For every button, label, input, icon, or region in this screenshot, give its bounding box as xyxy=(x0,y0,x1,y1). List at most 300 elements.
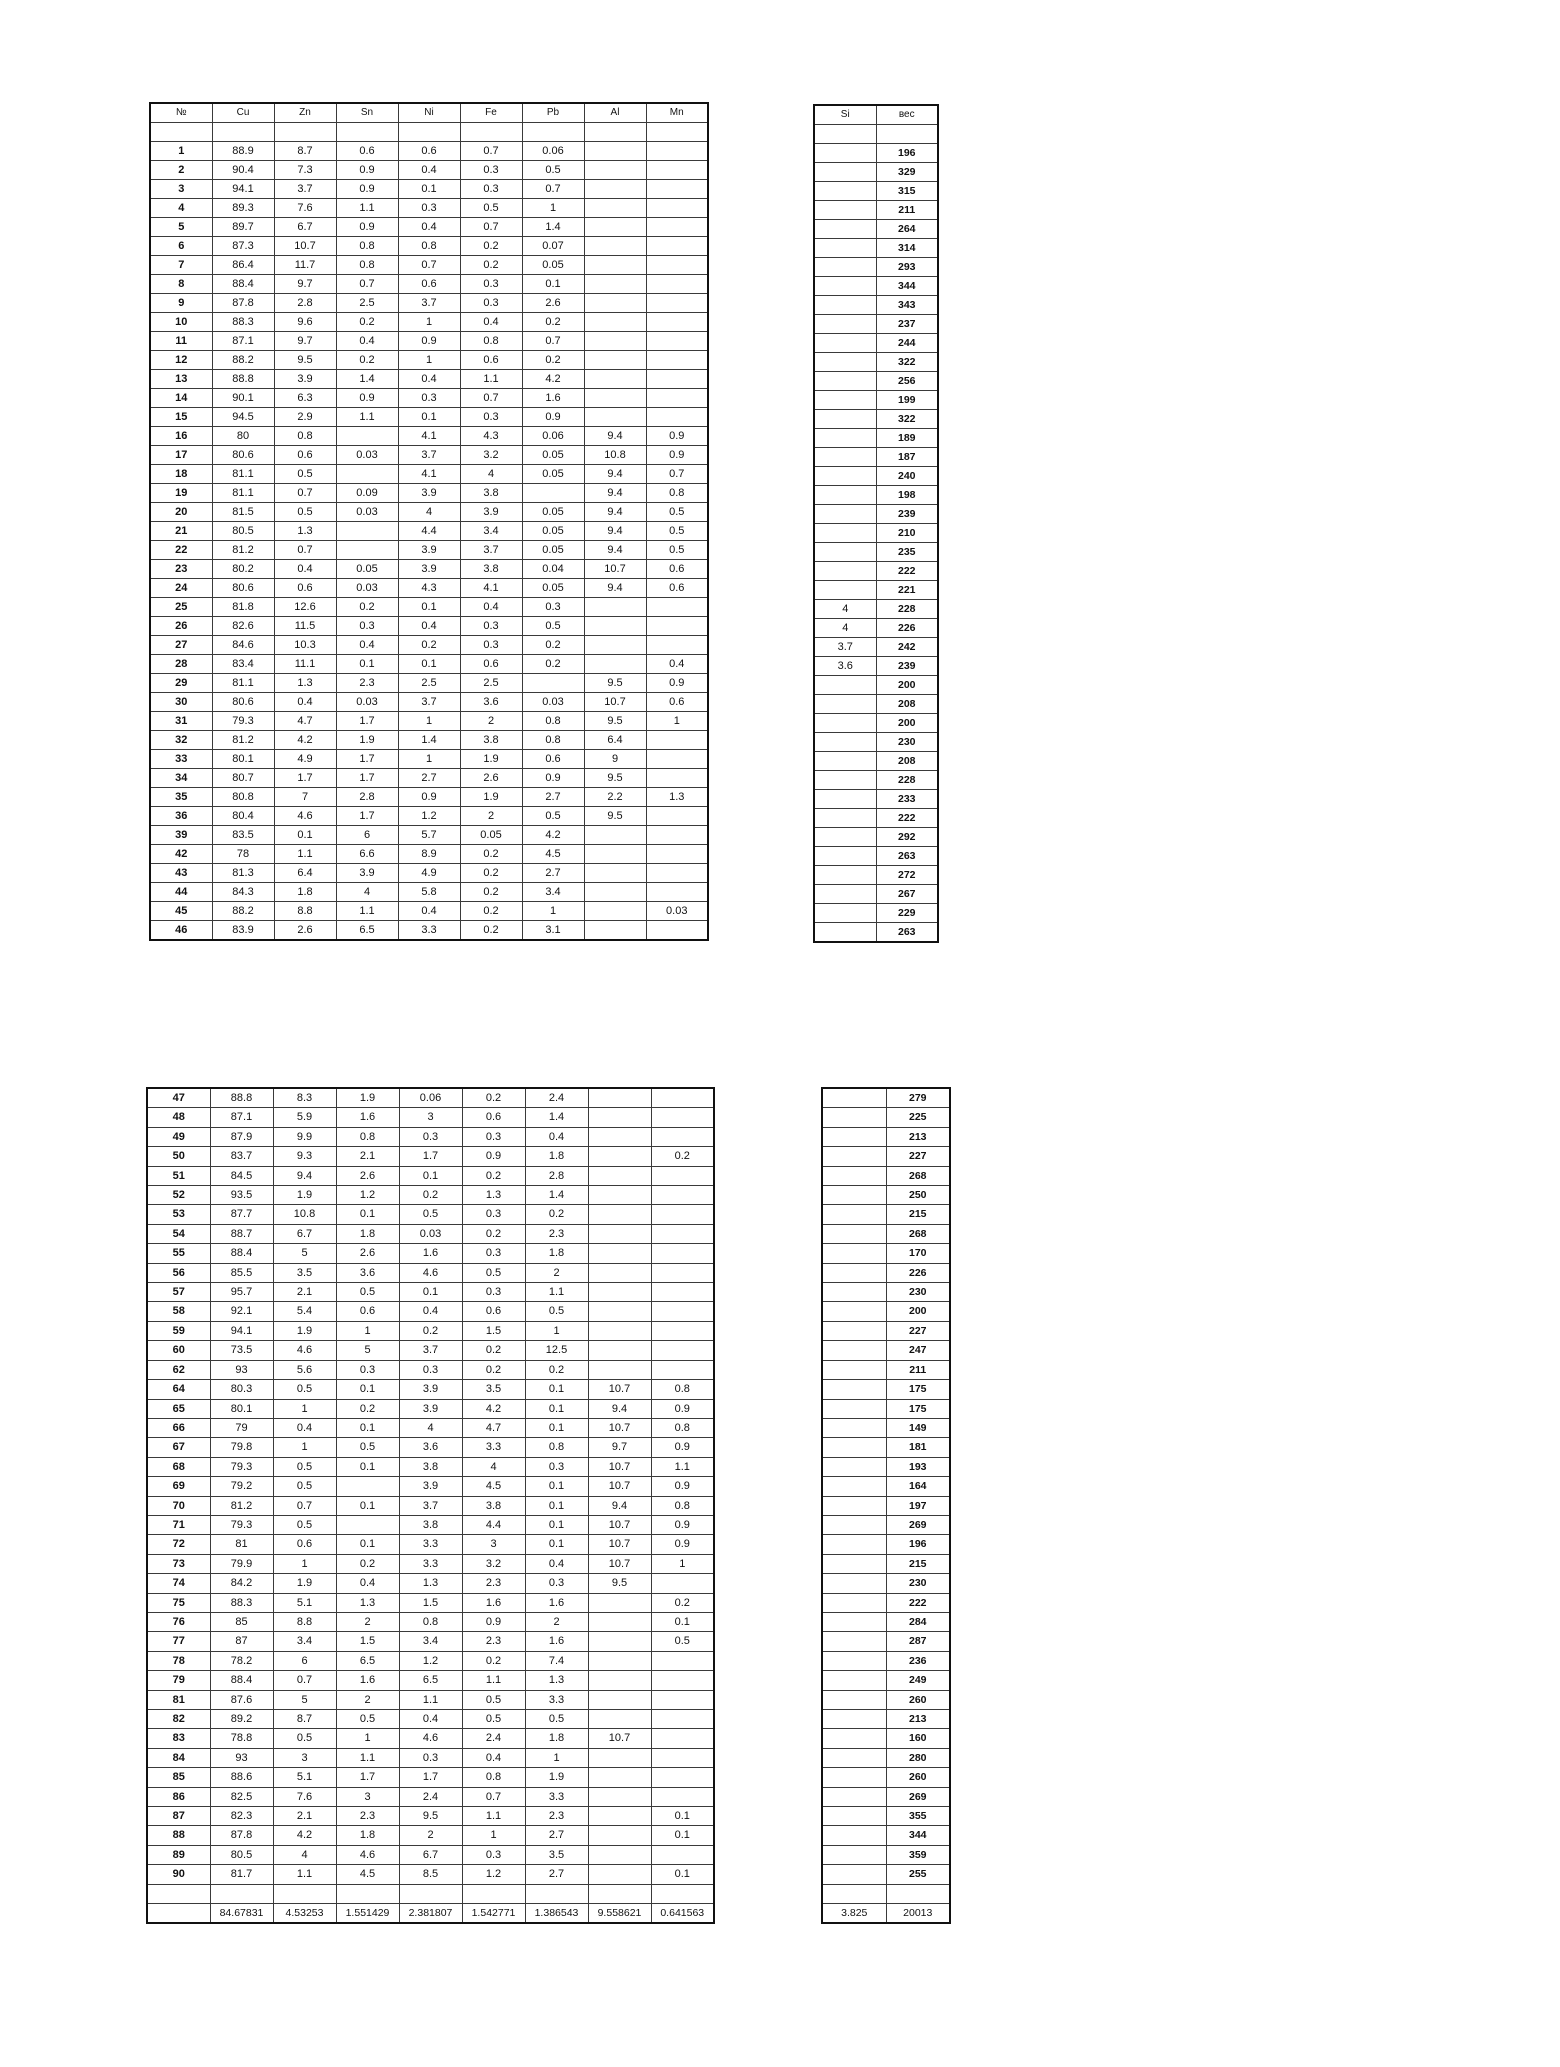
value-cell: 2 xyxy=(399,1826,462,1845)
weight-cell: 263 xyxy=(876,847,938,866)
value-cell: 0.5 xyxy=(274,503,336,522)
value-cell: 88.8 xyxy=(210,1088,273,1108)
value-cell: 82.6 xyxy=(212,617,274,636)
row-number: 22 xyxy=(150,541,212,560)
table-row xyxy=(147,1807,714,1826)
weight-cell: 213 xyxy=(886,1127,950,1146)
value-cell: 0.5 xyxy=(522,617,584,636)
value-cell xyxy=(588,1690,651,1709)
value-cell: 0.1 xyxy=(525,1496,588,1515)
value-cell: 0.7 xyxy=(398,256,460,275)
weight-cell: 242 xyxy=(876,638,938,657)
value-cell: 0.5 xyxy=(646,522,708,541)
si-cell xyxy=(822,1244,886,1263)
weight-cell: 355 xyxy=(886,1807,950,1826)
weight-cell: 329 xyxy=(876,163,938,182)
row-number: 69 xyxy=(147,1477,210,1496)
value-cell: 11.5 xyxy=(274,617,336,636)
value-cell: 0.05 xyxy=(522,446,584,465)
value-cell: 1.3 xyxy=(525,1671,588,1690)
table-row xyxy=(150,674,708,693)
weight-cell: 359 xyxy=(886,1845,950,1864)
value-cell: 0.5 xyxy=(646,503,708,522)
value-cell: 6.5 xyxy=(399,1671,462,1690)
value-cell: 0.3 xyxy=(462,1845,525,1864)
value-cell: 0.4 xyxy=(398,617,460,636)
value-cell: 10.8 xyxy=(584,446,646,465)
si-cell xyxy=(814,847,876,866)
value-cell xyxy=(588,1807,651,1826)
value-cell: 3.3 xyxy=(525,1787,588,1806)
value-cell: 3.3 xyxy=(525,1690,588,1709)
row-number: 13 xyxy=(150,370,212,389)
value-cell: 9.3 xyxy=(273,1147,336,1166)
value-cell: 81.7 xyxy=(210,1865,273,1884)
value-cell: 5.1 xyxy=(273,1768,336,1787)
table-row xyxy=(814,562,938,581)
value-cell: 79.9 xyxy=(210,1554,273,1573)
row-number: 49 xyxy=(147,1127,210,1146)
value-cell: 1.8 xyxy=(525,1244,588,1263)
value-cell: 0.3 xyxy=(462,1127,525,1146)
value-cell: 0.6 xyxy=(462,1108,525,1127)
value-cell: 4 xyxy=(399,1418,462,1437)
row-number: 26 xyxy=(150,617,212,636)
value-cell xyxy=(588,1283,651,1302)
value-cell: 3.8 xyxy=(460,484,522,503)
value-cell: 1.4 xyxy=(525,1186,588,1205)
value-cell: 6 xyxy=(336,826,398,845)
value-cell: 10.7 xyxy=(588,1535,651,1554)
empty-cell xyxy=(212,123,274,142)
value-cell: 0.03 xyxy=(336,446,398,465)
row-number: 87 xyxy=(147,1807,210,1826)
value-cell: 7.4 xyxy=(525,1651,588,1670)
value-cell: 4.5 xyxy=(522,845,584,864)
table-row xyxy=(814,809,938,828)
value-cell xyxy=(588,1845,651,1864)
value-cell: 3.5 xyxy=(462,1380,525,1399)
value-cell: 0.3 xyxy=(460,408,522,427)
value-cell: 2.3 xyxy=(336,674,398,693)
value-cell: 0.3 xyxy=(460,294,522,313)
value-cell: 2.6 xyxy=(336,1166,399,1185)
weight-cell: 175 xyxy=(886,1380,950,1399)
value-cell: 0.8 xyxy=(525,1438,588,1457)
value-cell: 4.3 xyxy=(460,427,522,446)
si-cell xyxy=(814,809,876,828)
si-cell xyxy=(822,1321,886,1340)
weight-cell: 260 xyxy=(886,1690,950,1709)
value-cell xyxy=(651,1127,714,1146)
value-cell: 78.8 xyxy=(210,1729,273,1748)
value-cell: 88.8 xyxy=(212,370,274,389)
si-cell xyxy=(814,904,876,923)
value-cell: 4.6 xyxy=(274,807,336,826)
value-cell xyxy=(584,161,646,180)
si-cell xyxy=(814,201,876,220)
value-cell: 0.06 xyxy=(522,142,584,161)
value-cell: 2.7 xyxy=(525,1865,588,1884)
row-number: 79 xyxy=(147,1671,210,1690)
value-cell xyxy=(646,864,708,883)
weight-cell: 213 xyxy=(886,1710,950,1729)
value-cell: 0.2 xyxy=(462,1341,525,1360)
value-cell: 0.03 xyxy=(336,579,398,598)
value-cell: 0.6 xyxy=(462,1302,525,1321)
value-cell: 0.2 xyxy=(399,1186,462,1205)
si-cell xyxy=(822,1632,886,1651)
table-row xyxy=(147,1224,714,1243)
si-cell xyxy=(814,505,876,524)
value-cell: 0.8 xyxy=(646,484,708,503)
empty-cell xyxy=(398,123,460,142)
value-cell: 0.5 xyxy=(460,199,522,218)
value-cell: 0.6 xyxy=(273,1535,336,1554)
value-cell: 2.6 xyxy=(336,1244,399,1263)
value-cell: 88.4 xyxy=(210,1671,273,1690)
table-row xyxy=(822,1787,950,1806)
si-cell xyxy=(814,923,876,943)
value-cell: 1.3 xyxy=(336,1593,399,1612)
row-number: 31 xyxy=(150,712,212,731)
empty-cell xyxy=(147,1884,210,1903)
value-cell xyxy=(584,864,646,883)
value-cell: 2.6 xyxy=(522,294,584,313)
value-cell: 0.1 xyxy=(336,1380,399,1399)
value-cell xyxy=(646,921,708,941)
value-cell xyxy=(651,1263,714,1282)
value-cell: 0.1 xyxy=(651,1807,714,1826)
table-row xyxy=(147,1186,714,1205)
table-row xyxy=(150,256,708,275)
weight-cell: 239 xyxy=(876,505,938,524)
value-cell: 80.1 xyxy=(212,750,274,769)
value-cell: 0.5 xyxy=(399,1205,462,1224)
weight-cell: 160 xyxy=(886,1729,950,1748)
value-cell: 88.6 xyxy=(210,1768,273,1787)
value-cell: 4.4 xyxy=(462,1515,525,1534)
table-row xyxy=(150,427,708,446)
value-cell xyxy=(651,1205,714,1224)
value-cell: 0.2 xyxy=(460,921,522,941)
table-row xyxy=(814,448,938,467)
value-cell: 80.7 xyxy=(212,769,274,788)
value-cell: 9.4 xyxy=(588,1399,651,1418)
value-cell: 0.2 xyxy=(460,902,522,921)
row-number: 11 xyxy=(150,332,212,351)
value-cell: 1.4 xyxy=(398,731,460,750)
value-cell: 81.1 xyxy=(212,484,274,503)
value-cell xyxy=(588,1224,651,1243)
value-cell: 1 xyxy=(398,712,460,731)
value-cell: 9.4 xyxy=(588,1496,651,1515)
si-cell xyxy=(822,1360,886,1379)
value-cell: 4.1 xyxy=(460,579,522,598)
average-cell: 0.641563 xyxy=(651,1904,714,1924)
table-row xyxy=(150,294,708,313)
row-number: 34 xyxy=(150,769,212,788)
table-row xyxy=(147,1418,714,1437)
value-cell: 3.5 xyxy=(525,1845,588,1864)
value-cell: 0.4 xyxy=(336,1574,399,1593)
table-row xyxy=(814,239,938,258)
value-cell: 0.9 xyxy=(651,1535,714,1554)
value-cell: 0.2 xyxy=(460,237,522,256)
value-cell: 2 xyxy=(460,712,522,731)
value-cell: 0.6 xyxy=(646,693,708,712)
value-cell: 2 xyxy=(336,1612,399,1631)
row-number: 60 xyxy=(147,1341,210,1360)
value-cell: 93 xyxy=(210,1748,273,1767)
value-cell: 80.4 xyxy=(212,807,274,826)
table-row xyxy=(814,600,938,619)
value-cell: 5 xyxy=(336,1341,399,1360)
value-cell: 87.7 xyxy=(210,1205,273,1224)
average-cell: 9.558621 xyxy=(588,1904,651,1924)
table-row xyxy=(822,1807,950,1826)
value-cell: 1.9 xyxy=(460,750,522,769)
value-cell xyxy=(584,617,646,636)
row-number: 16 xyxy=(150,427,212,446)
value-cell: 78 xyxy=(212,845,274,864)
table-row xyxy=(814,258,938,277)
table-row xyxy=(150,199,708,218)
value-cell: 0.8 xyxy=(651,1418,714,1437)
value-cell: 0.1 xyxy=(525,1535,588,1554)
value-cell: 0.4 xyxy=(460,313,522,332)
value-cell: 0.7 xyxy=(522,332,584,351)
value-cell: 81.1 xyxy=(212,465,274,484)
table-row xyxy=(822,1632,950,1651)
average-cell: 1.551429 xyxy=(336,1904,399,1924)
value-cell: 83.7 xyxy=(210,1147,273,1166)
row-number: 86 xyxy=(147,1787,210,1806)
value-cell: 0.5 xyxy=(336,1438,399,1457)
value-cell: 1.2 xyxy=(399,1651,462,1670)
value-cell: 3.7 xyxy=(399,1496,462,1515)
table-row xyxy=(814,771,938,790)
value-cell: 2.1 xyxy=(273,1807,336,1826)
value-cell: 0.6 xyxy=(460,655,522,674)
value-cell: 0.9 xyxy=(646,427,708,446)
table-row xyxy=(147,1321,714,1340)
value-cell: 0.3 xyxy=(462,1283,525,1302)
value-cell: 0.05 xyxy=(522,541,584,560)
value-cell xyxy=(651,1729,714,1748)
value-cell: 0.5 xyxy=(462,1263,525,1282)
value-cell: 0.3 xyxy=(460,161,522,180)
value-cell: 0.2 xyxy=(651,1593,714,1612)
value-cell xyxy=(336,465,398,484)
value-cell: 80.6 xyxy=(212,693,274,712)
empty-cell xyxy=(273,1884,336,1903)
value-cell: 0.1 xyxy=(398,408,460,427)
weight-cell: 227 xyxy=(886,1147,950,1166)
table-row xyxy=(147,1127,714,1146)
value-cell: 0.6 xyxy=(336,1302,399,1321)
value-cell: 86.4 xyxy=(212,256,274,275)
si-cell xyxy=(814,790,876,809)
value-cell: 1.3 xyxy=(274,522,336,541)
table-row xyxy=(822,1554,950,1573)
row-number: 66 xyxy=(147,1418,210,1437)
weight-cell: 260 xyxy=(886,1768,950,1787)
value-cell: 0.9 xyxy=(651,1515,714,1534)
table-row xyxy=(150,864,708,883)
totals-row xyxy=(147,1904,714,1924)
value-cell xyxy=(588,1632,651,1651)
table-row xyxy=(147,1671,714,1690)
table-row xyxy=(147,1826,714,1845)
value-cell: 1.8 xyxy=(274,883,336,902)
value-cell: 8.3 xyxy=(273,1088,336,1108)
table-row xyxy=(150,465,708,484)
value-cell: 73.5 xyxy=(210,1341,273,1360)
si-cell xyxy=(814,258,876,277)
value-cell: 0.6 xyxy=(336,142,398,161)
table-row xyxy=(822,1612,950,1631)
value-cell: 0.3 xyxy=(462,1244,525,1263)
table-row xyxy=(822,1438,950,1457)
table-row xyxy=(150,218,708,237)
weight-cell: 230 xyxy=(886,1283,950,1302)
value-cell: 3.7 xyxy=(460,541,522,560)
value-cell: 89.7 xyxy=(212,218,274,237)
value-cell: 10.7 xyxy=(588,1418,651,1437)
weight-cell: 193 xyxy=(886,1457,950,1476)
value-cell: 3.3 xyxy=(399,1535,462,1554)
table-row xyxy=(814,391,938,410)
weight-cell: 211 xyxy=(876,201,938,220)
value-cell: 4.5 xyxy=(336,1865,399,1884)
weight-cell: 222 xyxy=(876,562,938,581)
value-cell: 1.6 xyxy=(522,389,584,408)
value-cell: 10.7 xyxy=(588,1380,651,1399)
value-cell: 0.06 xyxy=(399,1088,462,1108)
column-header: Cu xyxy=(212,103,274,123)
si-cell xyxy=(822,1554,886,1573)
row-number: 10 xyxy=(150,313,212,332)
value-cell: 3.1 xyxy=(522,921,584,941)
table-row xyxy=(814,790,938,809)
value-cell: 1.4 xyxy=(522,218,584,237)
spacer-row xyxy=(814,125,938,144)
value-cell xyxy=(651,1341,714,1360)
value-cell: 0.1 xyxy=(336,1496,399,1515)
value-cell: 2.7 xyxy=(522,864,584,883)
table-row xyxy=(150,351,708,370)
value-cell: 2 xyxy=(525,1263,588,1282)
spacer-row xyxy=(822,1884,950,1903)
value-cell: 2.8 xyxy=(336,788,398,807)
value-cell: 2.7 xyxy=(522,788,584,807)
value-cell xyxy=(651,1690,714,1709)
value-cell xyxy=(651,1283,714,1302)
si-cell xyxy=(822,1826,886,1845)
value-cell: 80.3 xyxy=(210,1380,273,1399)
value-cell: 1 xyxy=(336,1729,399,1748)
table-row xyxy=(822,1108,950,1127)
value-cell: 0.2 xyxy=(462,1651,525,1670)
value-cell: 8.7 xyxy=(274,142,336,161)
value-cell: 80.1 xyxy=(210,1399,273,1418)
weight-cell: 314 xyxy=(876,239,938,258)
table-row xyxy=(822,1710,950,1729)
table-row xyxy=(814,467,938,486)
value-cell: 80.8 xyxy=(212,788,274,807)
si-cell xyxy=(822,1787,886,1806)
value-cell: 89.2 xyxy=(210,1710,273,1729)
si-cell xyxy=(814,866,876,885)
value-cell: 0.5 xyxy=(273,1380,336,1399)
value-cell: 0.7 xyxy=(274,484,336,503)
value-cell: 1.6 xyxy=(399,1244,462,1263)
table-row xyxy=(150,522,708,541)
value-cell: 0.5 xyxy=(273,1729,336,1748)
value-cell: 0.8 xyxy=(336,237,398,256)
value-cell xyxy=(584,294,646,313)
average-cell xyxy=(147,1904,210,1924)
value-cell: 1.8 xyxy=(525,1729,588,1748)
value-cell: 0.2 xyxy=(462,1224,525,1243)
value-cell: 0.8 xyxy=(274,427,336,446)
row-number: 47 xyxy=(147,1088,210,1108)
value-cell: 0.8 xyxy=(398,237,460,256)
value-cell: 1.4 xyxy=(525,1108,588,1127)
value-cell: 4 xyxy=(460,465,522,484)
weight-cell: 264 xyxy=(876,220,938,239)
value-cell: 6.4 xyxy=(584,731,646,750)
table-row xyxy=(822,1748,950,1767)
si-cell xyxy=(822,1710,886,1729)
table-row xyxy=(147,1710,714,1729)
weight-cell: 189 xyxy=(876,429,938,448)
value-cell: 1.2 xyxy=(336,1186,399,1205)
value-cell: 2.6 xyxy=(274,921,336,941)
value-cell: 88.3 xyxy=(212,313,274,332)
value-cell: 4 xyxy=(273,1845,336,1864)
value-cell: 0.1 xyxy=(336,1205,399,1224)
value-cell: 4 xyxy=(462,1457,525,1476)
row-number: 46 xyxy=(150,921,212,941)
value-cell: 9 xyxy=(584,750,646,769)
weight-cell: 211 xyxy=(886,1360,950,1379)
si-cell xyxy=(822,1263,886,1282)
row-number: 50 xyxy=(147,1147,210,1166)
weight-cell: 269 xyxy=(886,1515,950,1534)
table-row xyxy=(147,1244,714,1263)
value-cell: 0.05 xyxy=(522,256,584,275)
si-cell xyxy=(814,733,876,752)
row-number: 54 xyxy=(147,1224,210,1243)
value-cell xyxy=(646,351,708,370)
table-row xyxy=(147,1768,714,1787)
value-cell: 89.3 xyxy=(212,199,274,218)
value-cell: 0.9 xyxy=(462,1147,525,1166)
value-cell: 0.6 xyxy=(274,579,336,598)
value-cell: 1.6 xyxy=(336,1108,399,1127)
si-cell xyxy=(814,315,876,334)
value-cell: 12.6 xyxy=(274,598,336,617)
value-cell: 0.9 xyxy=(398,788,460,807)
table-row xyxy=(147,1651,714,1670)
si-weight-table-top xyxy=(813,104,939,943)
si-cell xyxy=(822,1457,886,1476)
weight-cell: 344 xyxy=(886,1826,950,1845)
value-cell: 81.2 xyxy=(212,541,274,560)
value-cell: 0.9 xyxy=(336,389,398,408)
